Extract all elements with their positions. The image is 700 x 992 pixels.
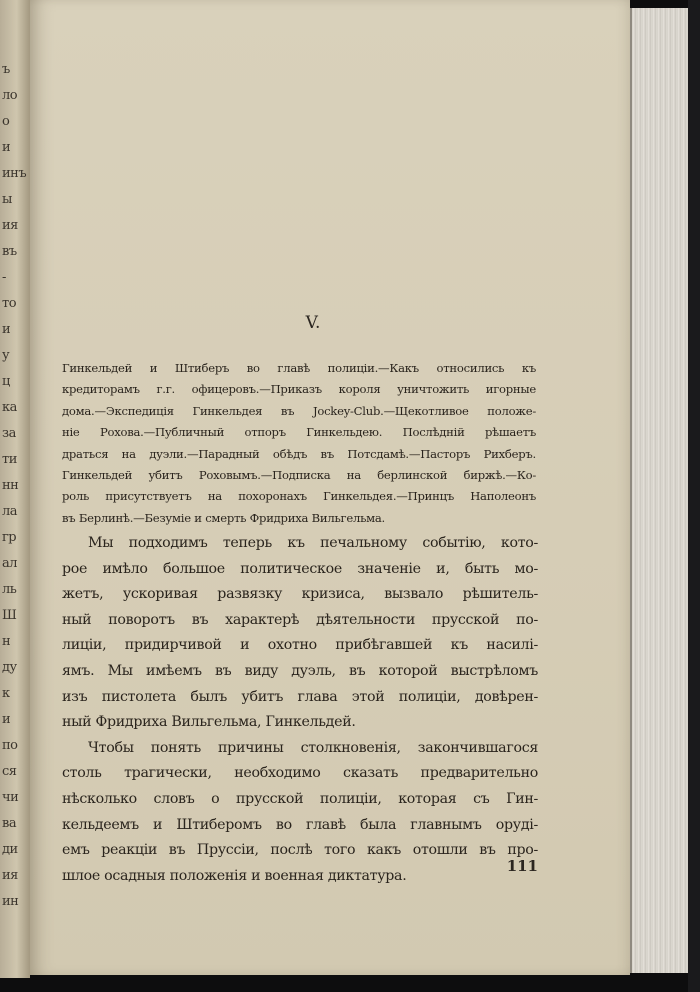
left-page-fragment: ду (2, 660, 17, 675)
left-page-fragment: к (2, 686, 10, 701)
left-page-fragment: ия (2, 218, 18, 233)
left-page-fragment: то (2, 296, 17, 311)
summary-line: Гинкельдей убитъ Роховымъ.—Подписка на берлинской биржѣ.—Ко- (62, 468, 536, 483)
body-line: лиціи, придирчивой и охотно прибѣгавшей къ насилі- (62, 637, 538, 654)
book-page (30, 0, 630, 975)
left-page-fragment: Ш (2, 608, 17, 623)
left-page-fragment: ло (2, 88, 18, 103)
left-page-fragment: ль (2, 582, 17, 597)
body-line: рое имѣло большое политическое значеніе и, быть мо- (62, 560, 538, 577)
left-page-fragment: ин (2, 894, 19, 909)
left-page-fragment: въ (2, 244, 17, 259)
body-line: Мы подходимъ теперь къ печальному событію, кото- (88, 535, 538, 551)
left-page-fragment: чи (2, 790, 19, 805)
summary-line: кредиторамъ г.г. офицеровъ.—Приказъ короля уничтожить игорные (62, 382, 536, 397)
body-line: ямъ. Мы имѣемъ въ виду дуэль, въ которой выстрѣломъ (62, 662, 538, 679)
left-page-fragment: и (2, 322, 11, 337)
summary-line: ніе Рохова.—Публичный отпоръ Гинкельдею. Послѣдній рѣшаетъ (62, 425, 536, 440)
left-page-fragment: - (2, 270, 6, 285)
left-page-fragment: нн (2, 478, 19, 493)
summary-line: Гинкельдей и Штиберъ во главѣ полиціи.—Какъ относились къ (62, 361, 536, 375)
body-line: кельдеемъ и Штиберомъ во главѣ была главнымъ оруді- (62, 816, 538, 833)
summary-line: дома.—Экспедиція Гинкельдея въ Jockey-Club.—Щекотливое положе- (62, 403, 536, 418)
body-line: ный поворотъ въ характерѣ дѣятельности прусской по- (62, 611, 538, 628)
left-page-fragment: ка (2, 400, 17, 415)
page-block-edges (630, 8, 690, 973)
body-line: нѣсколько словъ о прусской полиціи, которая съ Гин- (62, 790, 538, 807)
left-page-fragment: н (2, 634, 11, 649)
left-page-fragment: ла (2, 504, 18, 519)
left-page-fragment: инъ (2, 166, 27, 181)
left-page-fragment: о (2, 114, 10, 129)
left-page-fragment: по (2, 738, 18, 753)
body-line: жетъ, ускоривая развязку кризиса, вызвало рѣшитель- (62, 586, 538, 603)
left-page-fragment: и (2, 712, 11, 727)
left-page-fragment: ся (2, 764, 17, 779)
summary-line: роль присутствуетъ на похоронахъ Гинкельдея.—Принцъ Наполеонъ (62, 489, 536, 504)
page-number: 111 (506, 857, 538, 875)
book-cover-edge (688, 0, 700, 992)
left-page-fragment: у (2, 348, 10, 363)
body-line: Чтобы понять причины столкновенія, закончившагося (88, 739, 538, 756)
chapter-number: V. (305, 313, 321, 333)
chapter-summary (62, 358, 536, 529)
left-page-fragment: гр (2, 530, 17, 545)
left-page-fragment: ал (2, 556, 18, 571)
summary-line: въ Берлинѣ.—Безуміе и смерть Фридриха Вильгельма. (62, 510, 385, 525)
left-page-fragment: ва (2, 816, 17, 831)
left-page-fragment: ъ (2, 62, 10, 77)
left-page-fragment: ия (2, 868, 18, 883)
left-page-fragment: за (2, 426, 16, 441)
body-line: емъ реакціи въ Пруссіи, послѣ того какъ отошли въ про- (62, 842, 538, 859)
left-page-fragment: ы (2, 192, 12, 207)
body-line: изъ пистолета былъ убитъ глава этой полиціи, довѣрен- (62, 688, 538, 705)
left-page-fragment: и (2, 140, 11, 155)
summary-line: драться на дуэли.—Парадный обѣдъ въ Потсдамѣ.—Пасторъ Рихберъ. (62, 446, 536, 461)
left-page-fragment: ди (2, 842, 18, 857)
body-line: столь трагически, необходимо сказать предварительно (62, 765, 538, 782)
body-text (62, 531, 538, 889)
body-line: шлое осадныя положенія и военная диктатура. (62, 867, 407, 884)
left-page-edge (0, 0, 30, 978)
left-page-fragment: ц (2, 374, 10, 389)
body-line: ный Фридриха Вильгельма, Гинкельдей. (62, 714, 356, 731)
left-page-fragment: ти (2, 452, 17, 467)
